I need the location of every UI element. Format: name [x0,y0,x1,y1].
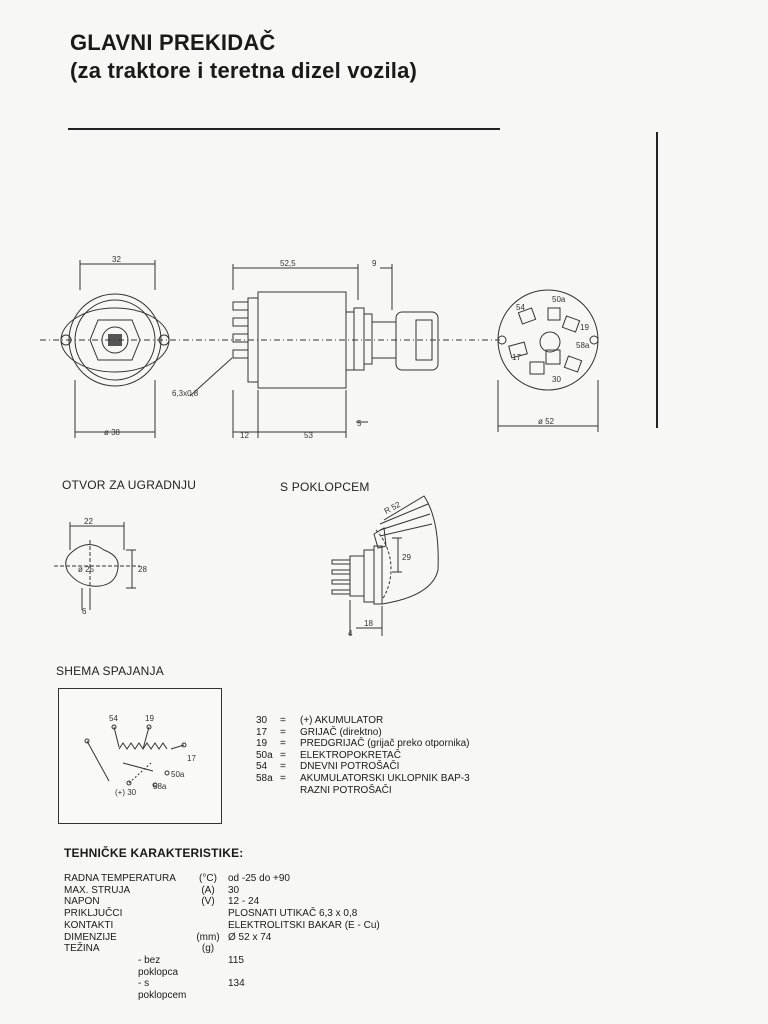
wiring-schematic [59,689,221,823]
front-view [40,255,500,438]
legend-value: GRIJAČ (direktno) [300,726,382,738]
terminal-30: 30 [552,375,561,384]
tech-label: PRIKLJUČCI [64,908,123,920]
legend-key: 30 [256,715,268,726]
legend-key: 58a [256,772,273,784]
tech-unit: (mm) [196,931,220,943]
tech-label: TEŽINA [64,943,100,955]
wiring-label-58a: 58a [153,782,167,791]
tech-row [64,885,428,897]
tech-value: ELEKTROLITSKI BAKAR (E - Cu) [228,919,380,931]
tech-row [64,896,428,908]
cover-drawing [320,490,460,640]
switch-drawing [0,250,660,450]
dim-4: 4 [348,629,353,638]
terminal-54: 54 [516,303,525,312]
page-subtitle: (za traktore i teretna dizel vozila) [70,58,418,83]
dim-6: 6 [82,607,87,616]
legend-value: AKUMULATORSKI UKLOPNIK BAP-3 [300,772,470,784]
terminal-58a: 58a [576,341,590,350]
dim-R52: R 52 [382,499,402,516]
tech-value: 30 [228,884,240,896]
dim-53: 53 [304,431,313,440]
page-title: GLAVNI PREKIDAČ [70,30,276,55]
wiring-label-50a: 50a [171,770,185,779]
legend-value: (+) AKUMULATOR [300,715,384,726]
wiring-label-19: 19 [145,714,154,723]
tech-row [64,873,428,885]
tech-unit: (°C) [199,873,217,884]
dim-18: 18 [364,619,373,628]
tech-unit [188,955,228,978]
legend-value: DNEVNI POTROŠAČI [300,761,400,773]
dim-52-5: 52,5 [280,259,296,268]
tech-row [64,955,428,978]
wiring-label-30: (+) 30 [115,788,137,797]
dim-22: 22 [84,517,93,526]
legend-row [256,750,470,762]
legend-row [256,715,470,727]
wiring-diagram [58,688,222,824]
wiring-label-17: 17 [187,754,196,763]
legend-row [256,727,470,739]
tech-unit [188,978,228,1001]
title-divider [68,128,500,130]
legend-row [256,761,470,773]
legend-equals: = [280,749,286,761]
tech-label: NAPON [64,896,100,908]
tech-row [64,932,428,944]
dim-6-3: 6,3x0,8 [172,389,199,398]
tech-value: 12 - 24 [228,896,260,908]
legend-value: ELEKTROPOKRETAČ [300,749,401,761]
tech-row [64,943,428,955]
legend-row [256,773,470,785]
tech-row [64,920,428,932]
tech-unit: (V) [201,896,215,908]
legend-equals: = [280,715,286,726]
terminal-17: 17 [512,353,521,362]
tech-label: DIMENZIJE [64,931,117,943]
tech-unit [188,920,228,932]
caption-poklopac: S POKLOPCEM [280,480,370,494]
tech-table [64,873,428,1002]
tech-label: RADNA TEMPERATURA [64,873,176,884]
tech-value: PLOSNATI UTIKAČ 6,3 x 0,8 [228,908,358,920]
legend-equals: = [280,738,286,750]
legend-equals: = [280,726,286,738]
dim-32: 32 [112,255,121,264]
legend-equals: = [280,761,286,773]
dim-o52: ø 52 [538,417,555,426]
legend-value: PREDGRIJAČ (grijač preko otpornika) [300,738,470,750]
tech-label: KONTAKTI [64,919,114,931]
legend-row [256,785,470,797]
dim-28: 28 [138,565,147,574]
tech-sub-label: - s poklopcem [138,978,187,1002]
legend-key: 19 [256,738,268,750]
terminal-50a: 50a [552,295,566,304]
tech-value: 115 [228,954,244,966]
legend-key: 50a [256,749,273,761]
dim-o38: ø 38 [104,428,121,437]
terminal-19: 19 [580,323,589,332]
legend-equals [280,785,300,797]
dim-9: 9 [372,259,377,268]
caption-otvor: OTVOR ZA UGRADNJU [62,478,197,492]
dim-5: 5 [357,419,362,428]
legend-key [256,785,280,797]
tech-title: TEHNIČKE KARAKTERISTIKE: [64,846,244,860]
legend-key: 54 [256,761,268,773]
tech-unit: (A) [201,884,215,896]
tech-value [228,943,428,955]
tech-value: Ø 52 x 74 [228,931,272,943]
tech-sub-label: - bez poklopca [138,954,179,978]
tech-label: MAX. STRUJA [64,884,131,896]
side-view [172,259,438,440]
dim-29: 29 [402,553,411,562]
dim-o25: ø 25 [78,565,95,574]
dim-12: 12 [240,431,249,440]
tech-row [64,908,428,920]
caption-shema: SHEMA SPAJANJA [56,664,164,678]
legend-equals: = [280,772,286,784]
wiring-label-54: 54 [109,714,118,723]
tech-row [64,978,428,1001]
tech-value: od -25 do +90 [228,873,290,884]
legend-row [256,738,470,750]
mounting-hole-drawing [50,510,160,620]
rear-view [498,290,598,432]
tech-unit [188,908,228,920]
legend-value: RAZNI POTROŠAČI [300,784,392,796]
legend-key: 17 [256,726,268,738]
tech-value: 134 [228,978,245,990]
tech-unit: (g) [201,943,215,955]
terminal-legend [256,715,470,796]
